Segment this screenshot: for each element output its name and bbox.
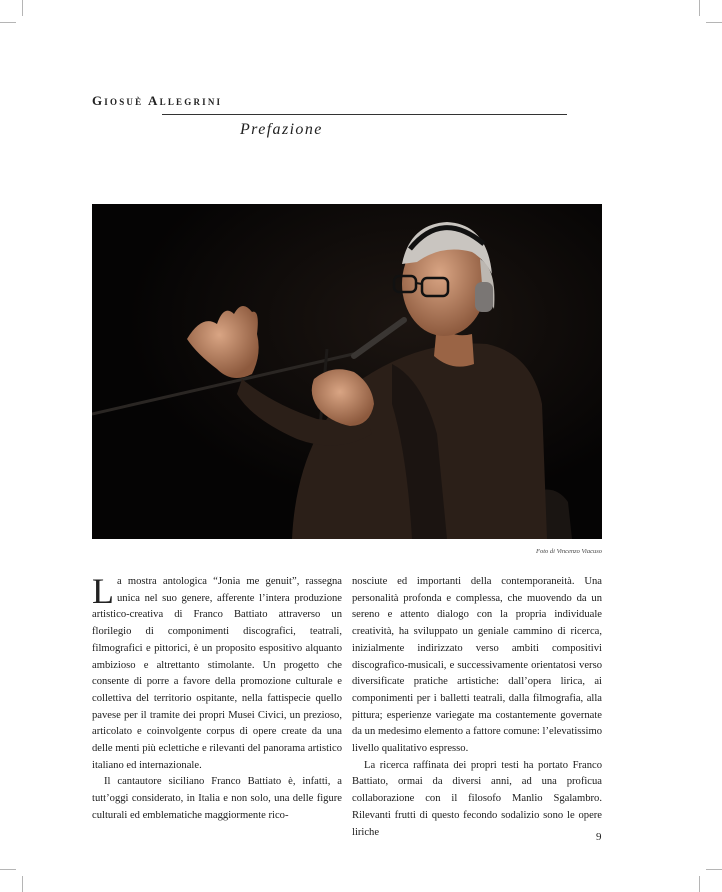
crop-mark (22, 0, 23, 16)
concert-photo (92, 204, 602, 539)
drop-cap: L (92, 571, 114, 611)
header-rule (162, 114, 567, 115)
paragraph: La ricerca raffinata dei propri testi ha portato Franco Battiato, ormai da diversi anni, ad una proficua collaborazione con il filosofo Manlio Sgalambro. Rilevanti frutti di questo fecondo sodalizio sono le opere liriche (352, 759, 602, 838)
crop-mark (22, 876, 23, 892)
author-name: Giosuè Allegrini (92, 93, 223, 108)
crop-mark (699, 0, 700, 16)
crop-mark (0, 869, 16, 870)
paragraph-text: a mostra antologica “Jonia me genuit”, rassegna unica nel suo genere, afferente l’intera produzione artistico-creativa di Franco Battiato attraverso un florilegio di componimenti discografici, teatrali, filmografici e pittorici, è un proposito espositivo alquanto ambizioso e altrettanto stimolante. Un progetto che consente di porre a favore della promozione culturale e collettiva del territorio ospitante, nella fattispecie quello pavese per il tramite dei propri Musei Civici, un prezioso, articolato e coinvolgente corpus di opere create da una delle menti più eclettiche e rilevanti del panorama artistico italiano ed internazionale. (92, 576, 342, 771)
crop-mark (706, 22, 722, 23)
crop-mark (706, 869, 722, 870)
page-number: 9 (596, 831, 602, 843)
text-column-left (92, 571, 342, 825)
crop-mark (0, 22, 16, 23)
paragraph: Il cantautore siciliano Franco Battiato è, infatti, a tutt’oggi considerato, in Italia e non solo, una delle figure culturali ed emblematiche maggiormente rico- (92, 776, 342, 821)
photo-credit: Foto di Vincenzo Viacuso (535, 548, 602, 555)
crop-mark (699, 876, 700, 892)
paragraph (92, 571, 342, 774)
text-column-right (352, 574, 602, 841)
section-title: Prefazione (240, 121, 323, 138)
paragraph: nosciute ed importanti della contemporaneità. Una personalità profonda e complessa, che muovendo da un sereno e attento dialogo con la propria individuale creatività, ha sviluppato un geniale cammino di ricerca, inizialmente indirizzato verso ambiti compositivi discografico-musicali, e successivamente orientatosi verso diversificate pratiche artistiche: dall’opera lirica, ai componimenti per i balletti teatrali, dalla filmografia, alla pittura; esperienze variegate ma costantemente governate da un medesimo elemento a fattore comune: l’elevatissimo livello qualitativo espresso. (352, 576, 602, 755)
